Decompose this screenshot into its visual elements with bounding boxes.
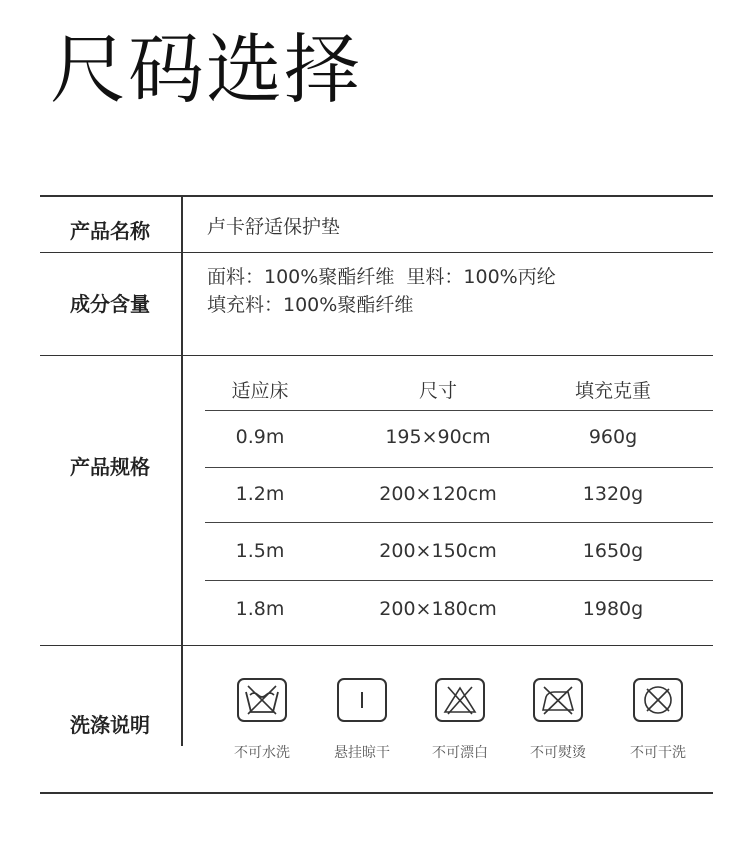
care-label: 不可水洗 — [234, 745, 290, 761]
dimension-cell: 200×180cm — [379, 598, 497, 620]
care-item — [212, 678, 312, 762]
care-label: 悬挂晾干 — [334, 745, 390, 761]
row-label-composition: 成分含量 — [70, 292, 150, 316]
bed-size-cell: 1.8m — [235, 598, 285, 620]
spec-header-bed: 适应床 — [231, 380, 289, 402]
no-iron-icon — [533, 678, 583, 722]
product-name-value: 卢卡舒适保护垫 — [207, 216, 341, 238]
fill-weight-cell: 1980g — [582, 598, 644, 620]
dimension-cell: 200×150cm — [379, 540, 497, 562]
no-water-wash-icon — [237, 678, 287, 722]
care-label: 不可干洗 — [630, 745, 686, 761]
spec-row-divider — [205, 522, 713, 523]
fill-weight-cell: 1320g — [582, 483, 644, 505]
care-label: 不可漂白 — [432, 745, 488, 761]
care-item — [312, 678, 412, 762]
composition-line-1: 面料：100%聚酯纤维 里料：100%丙纶 — [207, 266, 556, 288]
row-label-spec: 产品规格 — [70, 455, 150, 479]
spec-header-weight: 填充克重 — [574, 380, 651, 402]
fill-weight-cell: 1650g — [582, 540, 644, 562]
care-item — [608, 678, 708, 762]
row-divider — [40, 645, 713, 646]
hang-dry-icon — [337, 678, 387, 722]
spec-row-divider — [205, 410, 713, 411]
row-label-name: 产品名称 — [70, 219, 150, 243]
no-dry-clean-icon — [633, 678, 683, 722]
fill-weight-cell: 960g — [588, 426, 638, 448]
bed-size-cell: 1.5m — [235, 540, 285, 562]
bed-size-cell: 1.2m — [235, 483, 285, 505]
column-divider — [181, 195, 183, 746]
no-bleach-icon — [435, 678, 485, 722]
spec-row-divider — [205, 467, 713, 468]
page-title: 尺码选择 — [50, 25, 362, 114]
care-label: 不可熨烫 — [530, 745, 586, 761]
table-top-border — [40, 195, 713, 197]
row-divider — [40, 355, 713, 356]
care-item — [410, 678, 510, 762]
bed-size-cell: 0.9m — [235, 426, 285, 448]
care-item — [508, 678, 608, 762]
composition-line-2: 填充料：100%聚酯纤维 — [207, 294, 414, 316]
dimension-cell: 195×90cm — [385, 426, 491, 448]
row-label-wash: 洗涤说明 — [70, 713, 150, 737]
spec-row-divider — [205, 580, 713, 581]
spec-header-size: 尺寸 — [418, 380, 457, 402]
dimension-cell: 200×120cm — [379, 483, 497, 505]
table-bottom-border — [40, 792, 713, 794]
row-divider — [40, 252, 713, 253]
